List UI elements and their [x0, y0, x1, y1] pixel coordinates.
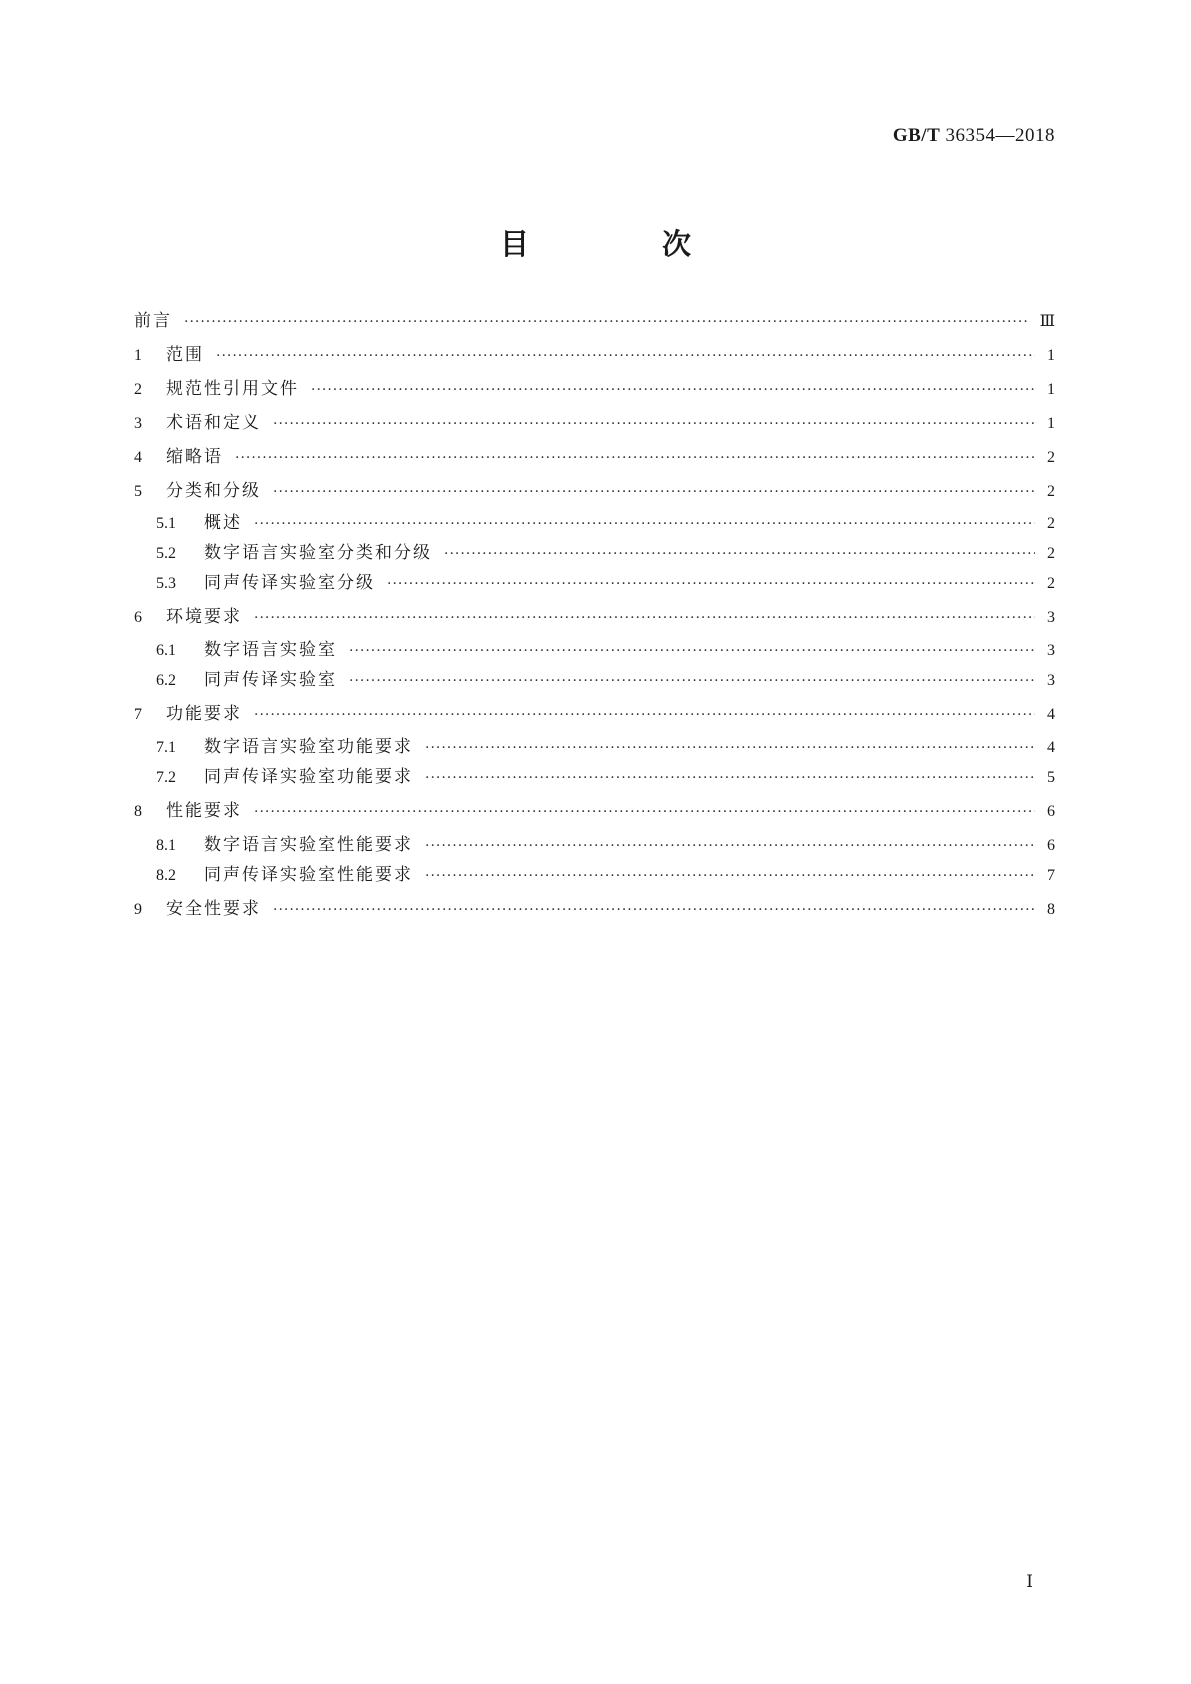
toc-entry-4[interactable]: [134, 445, 1055, 469]
toc-entry-5-1[interactable]: [134, 511, 1055, 535]
toc-entry-number: 8.1: [156, 837, 176, 854]
toc-entry-title: 概述: [204, 513, 242, 533]
toc-entry-number: 9: [134, 901, 142, 918]
toc-entry-page: 2: [1047, 575, 1055, 592]
toc-entry-title: 同声传译实验室分级: [204, 573, 375, 593]
dot-leader: [254, 512, 1035, 536]
toc-entry-title: 数字语言实验室性能要求: [204, 835, 413, 855]
toc-entry-title: 范围: [166, 345, 204, 365]
toc-entry-page: 2: [1047, 545, 1055, 562]
toc-entry-number: 6: [134, 609, 142, 626]
toc-entry-number: 8.2: [156, 867, 176, 884]
toc-entry-title: 环境要求: [166, 607, 242, 627]
dot-leader: [425, 834, 1035, 858]
toc-entry-title: 分类和分级: [166, 481, 261, 501]
toc-entry-title: 功能要求: [166, 704, 242, 724]
toc-entry-6-2[interactable]: [134, 668, 1055, 692]
toc-entry-number: 5.3: [156, 575, 176, 592]
toc-entry-number: 5: [134, 483, 142, 500]
toc-entry-page: 3: [1047, 609, 1055, 626]
toc-entry-number: 2: [134, 381, 142, 398]
standard-number: 36354—2018: [945, 125, 1055, 146]
dot-leader: [444, 542, 1035, 566]
toc-entry-6-1[interactable]: [134, 638, 1055, 662]
toc-entry-page: 3: [1047, 672, 1055, 689]
toc-entry-title: 数字语言实验室功能要求: [204, 737, 413, 757]
toc-entry-1[interactable]: [134, 343, 1055, 367]
toc-entry-number: 7.2: [156, 769, 176, 786]
toc-entry-page: 6: [1047, 837, 1055, 854]
toc-entry-page: 4: [1047, 706, 1055, 723]
toc-entry-8-1[interactable]: [134, 833, 1055, 857]
dot-leader: [254, 703, 1035, 727]
toc-entry-title: 同声传译实验室功能要求: [204, 767, 413, 787]
dot-leader: [273, 898, 1035, 922]
toc-entry-page: 2: [1047, 483, 1055, 500]
toc-entry-title: 缩略语: [166, 447, 223, 467]
toc-entry-number: 6.1: [156, 642, 176, 659]
toc-entry-number: 5.1: [156, 515, 176, 532]
toc-entry-number: 6.2: [156, 672, 176, 689]
toc-entry-page: 3: [1047, 642, 1055, 659]
toc-entry-3[interactable]: [134, 411, 1055, 435]
dot-leader: [387, 572, 1035, 596]
toc-entry-5-3[interactable]: [134, 571, 1055, 595]
toc-entry-page: 1: [1047, 347, 1055, 364]
dot-leader: [425, 736, 1035, 760]
toc-entry-7[interactable]: [134, 702, 1055, 726]
dot-leader: [216, 344, 1035, 368]
toc-entry-9[interactable]: [134, 897, 1055, 921]
dot-leader: [425, 864, 1035, 888]
toc-entry-title: 术语和定义: [166, 413, 261, 433]
toc-entry-page: 4: [1047, 739, 1055, 756]
dot-leader: [311, 378, 1035, 402]
toc-entry-page: 1: [1047, 415, 1055, 432]
toc-entry-title: 安全性要求: [166, 899, 261, 919]
dot-leader: [254, 800, 1035, 824]
toc-entry-6[interactable]: [134, 605, 1055, 629]
dot-leader: [349, 639, 1035, 663]
page-number: Ⅰ: [1026, 1572, 1033, 1591]
standard-prefix: GB/T: [892, 125, 941, 146]
toc-entry-page: 7: [1047, 867, 1055, 884]
standard-code: [893, 125, 1055, 147]
toc-entry-page: 1: [1047, 381, 1055, 398]
toc-entry-title: 数字语言实验室分类和分级: [204, 543, 432, 563]
toc-entry-page: Ⅲ: [1039, 313, 1055, 330]
toc-entry-number: 7: [134, 706, 142, 723]
toc-entry-8[interactable]: [134, 799, 1055, 823]
toc-entry-2[interactable]: [134, 377, 1055, 401]
toc-entry-7-1[interactable]: [134, 735, 1055, 759]
toc-entry-title: 性能要求: [166, 801, 242, 821]
toc-entry-page: 6: [1047, 803, 1055, 820]
toc-entry-number: 5.2: [156, 545, 176, 562]
toc-entry-title: 同声传译实验室: [204, 670, 337, 690]
toc-entry-number: 3: [134, 415, 142, 432]
dot-leader: [184, 310, 1030, 334]
toc-entry-page: 2: [1047, 449, 1055, 466]
toc-entry-5-2[interactable]: [134, 541, 1055, 565]
toc-entry-title: 前言: [134, 311, 172, 331]
toc-entry-title: 数字语言实验室: [204, 640, 337, 660]
toc-title: 目 次: [499, 227, 743, 261]
dot-leader: [425, 766, 1035, 790]
dot-leader: [273, 412, 1035, 436]
toc-entry-title: 同声传译实验室性能要求: [204, 865, 413, 885]
toc-entry-5[interactable]: [134, 479, 1055, 503]
toc-entry-7-2[interactable]: [134, 765, 1055, 789]
dot-leader: [273, 480, 1035, 504]
toc-entry-foreword[interactable]: [134, 309, 1055, 333]
toc-entry-page: 2: [1047, 515, 1055, 532]
toc-entry-8-2[interactable]: [134, 863, 1055, 887]
toc-entry-number: 7.1: [156, 739, 176, 756]
toc-entry-title: 规范性引用文件: [166, 379, 299, 399]
toc-entry-number: 8: [134, 803, 142, 820]
dot-leader: [235, 446, 1035, 470]
toc-entry-page: 5: [1047, 769, 1055, 786]
toc-entry-number: 4: [134, 449, 142, 466]
toc-entry-page: 8: [1047, 901, 1055, 918]
toc-entry-number: 1: [134, 347, 142, 364]
dot-leader: [254, 606, 1035, 630]
dot-leader: [349, 669, 1035, 693]
